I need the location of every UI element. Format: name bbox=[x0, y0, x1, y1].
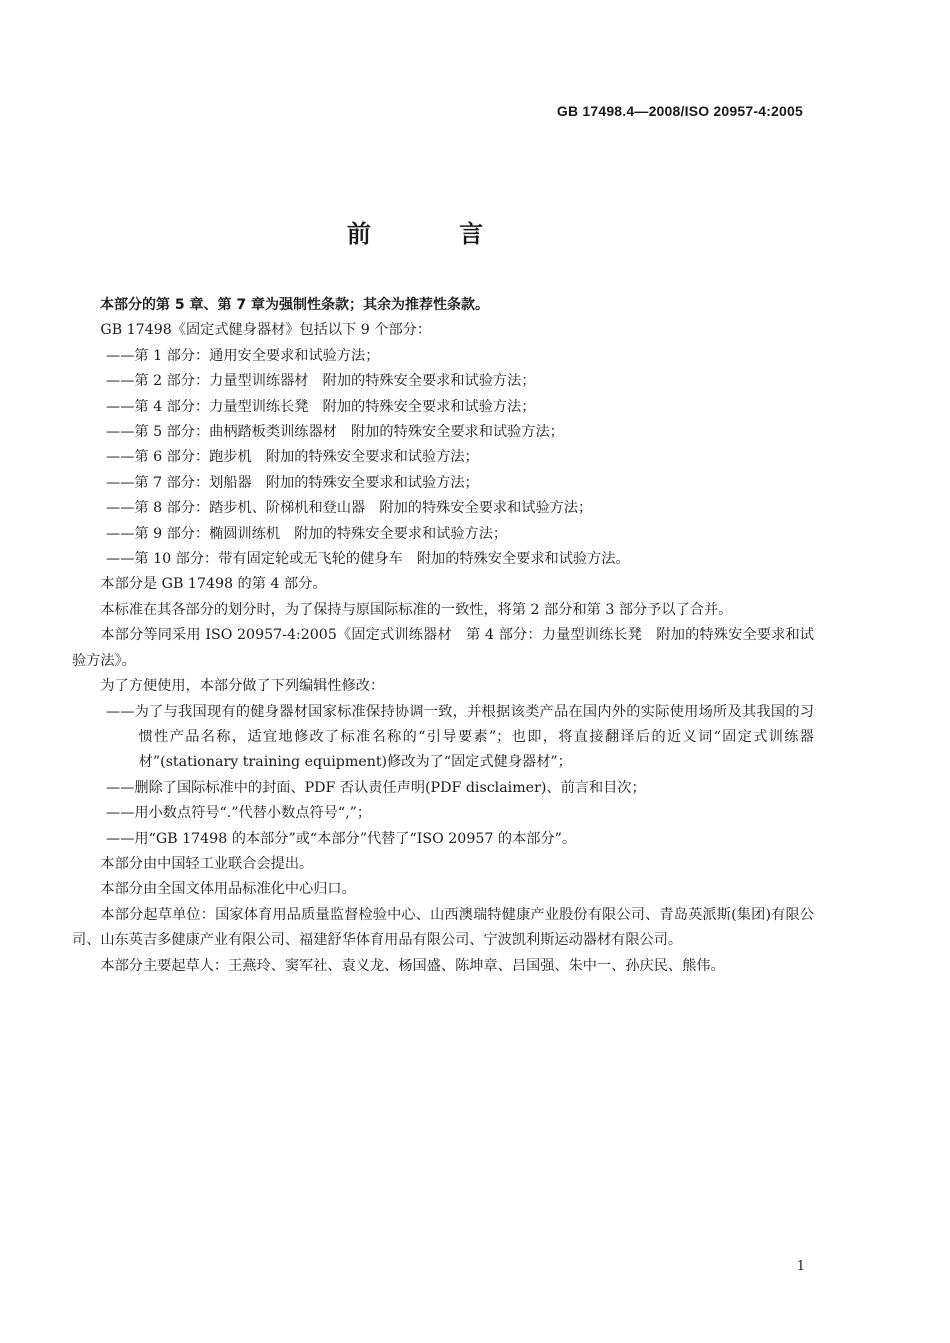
list-item bbox=[72, 700, 814, 776]
standard-code: GB 17498.4—2008/ISO 20957-4:2005 bbox=[556, 103, 803, 119]
administrator-statement: 本部分由全国文体用品标准化中心归口。 bbox=[100, 881, 356, 898]
list-item-text: ——用“GB 17498 的本部分”或“本部分”代替了“ISO 20957 的本部分”。 bbox=[106, 830, 577, 847]
list-item: ——第 6 部分：跑步机 附加的特殊安全要求和试验方法； bbox=[106, 449, 479, 466]
list-item bbox=[72, 827, 814, 852]
parts-intro: GB 17498《固定式健身器材》包括以下 9 个部分： bbox=[100, 322, 432, 339]
foreword-body bbox=[72, 293, 814, 979]
merge-statement: 本标准在其各部分的划分时，为了保持与原国际标准的一致性，将第 2 部分和第 3 部分予以了合并。 bbox=[100, 601, 733, 618]
list-item: ——第 2 部分：力量型训练器材 附加的特殊安全要求和试验方法； bbox=[106, 373, 536, 390]
list-item bbox=[72, 801, 814, 826]
list-item bbox=[72, 776, 814, 801]
list-item: ——第 10 部分：带有固定轮或无飞轮的健身车 附加的特殊安全要求和试验方法。 bbox=[106, 551, 630, 568]
page-title: 前 言 bbox=[346, 220, 524, 248]
main-drafters: 本部分主要起草人：王燕玲、窦军社、袁义龙、杨国盛、陈坤章、吕国强、朱中一、孙庆民、熊伟。 bbox=[100, 957, 725, 974]
parts-list bbox=[72, 344, 814, 573]
proposer-statement: 本部分由中国轻工业联合会提出。 bbox=[100, 855, 314, 872]
drafting-units: 本部分起草单位：国家体育用品质量监督检验中心、山西澳瑞特健康产业股份有限公司、青岛英派斯(集团)有限公司、山东英吉多健康产业有限公司、福建舒华体育用品有限公司、宁波凯利斯运动器材有限公司。 bbox=[72, 906, 814, 949]
list-item-text: ——为了与我国现有的健身器材国家标准保持协调一致，并根据该类产品在国内外的实际使用场所及其我国的习惯性产品名称，适宜地修改了标准名称的“引导要素”；也即，将直接翻译后的近义词“固定式训练器材”(stationary training equipment)修改为了“固定式健身器材”； bbox=[106, 703, 814, 771]
edits-list bbox=[72, 700, 814, 852]
list-item: ——第 4 部分：力量型训练长凳 附加的特殊安全要求和试验方法； bbox=[106, 398, 536, 415]
mandatory-clause-statement: 本部分的第 5 章、第 7 章为强制性条款；其余为推荐性条款。 bbox=[100, 297, 489, 313]
list-item: ——第 1 部分：通用安全要求和试验方法； bbox=[106, 347, 380, 364]
list-item: ——第 7 部分：划船器 附加的特殊安全要求和试验方法； bbox=[106, 474, 479, 491]
edits-intro: 为了方便使用，本部分做了下列编辑性修改： bbox=[100, 678, 385, 695]
list-item: ——第 5 部分：曲柄踏板类训练器材 附加的特殊安全要求和试验方法； bbox=[106, 424, 564, 441]
list-item-text: ——删除了国际标准中的封面、PDF 否认责任声明(PDF disclaimer)、前言和目次； bbox=[106, 779, 646, 796]
page-number: 1 bbox=[796, 1259, 805, 1274]
list-item: ——第 9 部分：椭圆训练机 附加的特殊安全要求和试验方法； bbox=[106, 525, 508, 542]
part-number-statement: 本部分是 GB 17498 的第 4 部分。 bbox=[100, 576, 327, 593]
adoption-statement: 本部分等同采用 ISO 20957-4:2005《固定式训练器材 第 4 部分：力量型训练长凳 附加的特殊安全要求和试验方法》。 bbox=[72, 627, 814, 669]
list-item-text: ——用小数点符号“.”代替小数点符号“,”； bbox=[106, 805, 372, 822]
list-item: ——第 8 部分：踏步机、阶梯机和登山器 附加的特殊安全要求和试验方法； bbox=[106, 500, 593, 517]
